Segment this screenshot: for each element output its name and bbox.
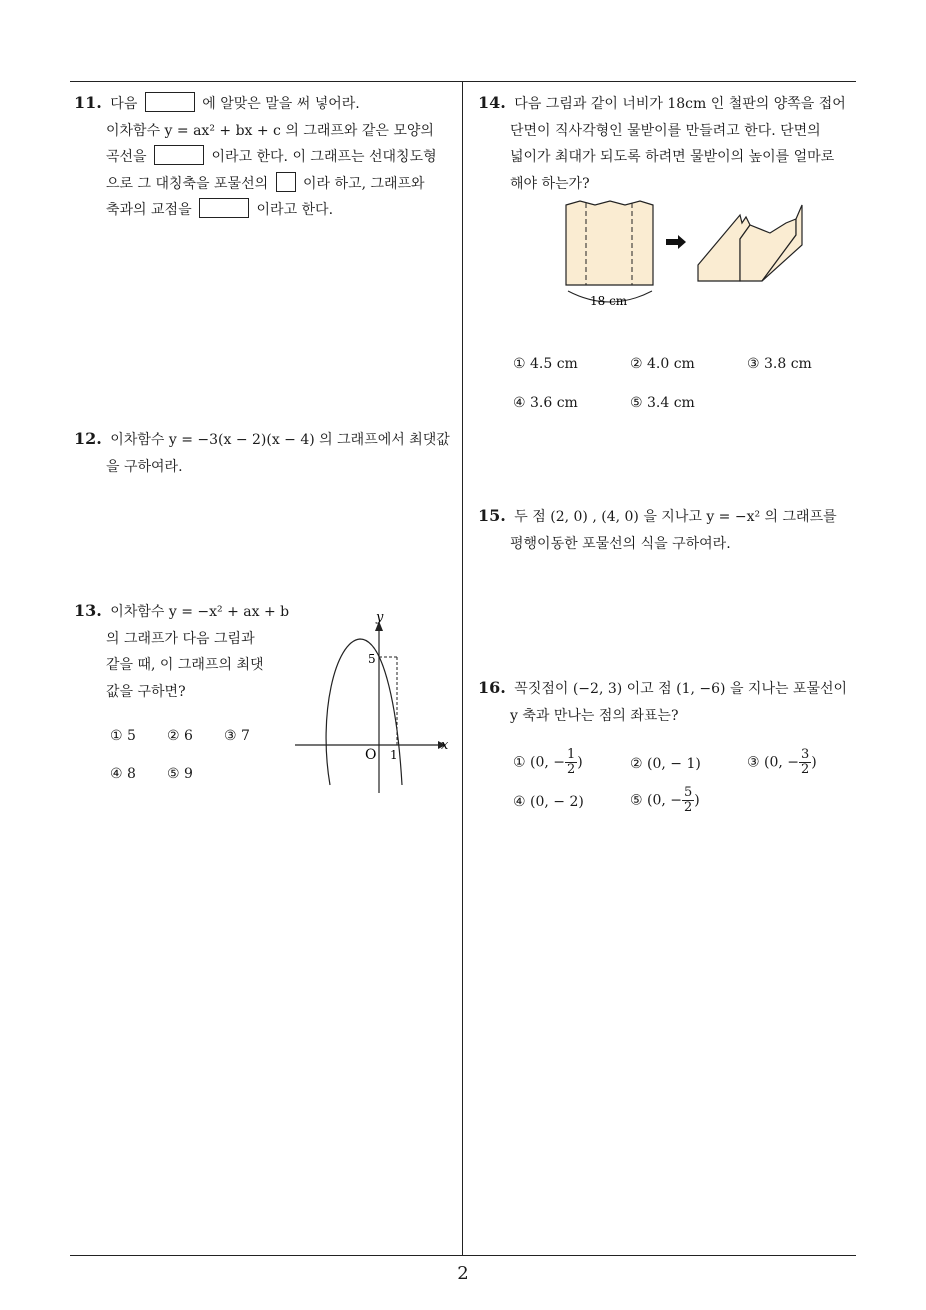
numerator: 3	[801, 747, 810, 762]
choice-2[interactable]: ② 4.0 cm	[630, 356, 695, 372]
q13-text: 값을 구하면?	[106, 683, 186, 700]
y-tick-label: 5	[368, 652, 376, 666]
q11-text: 이차함수 y = ax² + bx + c 의 그래프와 같은 모양의	[106, 122, 434, 139]
q15-text: 두 점 (2, 0) , (4, 0) 을 지나고 y = −x² 의 그래프를	[514, 509, 837, 525]
question-15	[478, 503, 868, 557]
choice-mark: ①	[513, 754, 526, 771]
choice-text: (0, − 1)	[647, 756, 701, 772]
q14-gutter-figure	[560, 195, 810, 315]
q16-text: 꼭짓점이 (−2, 3) 이고 점 (1, −6) 을 지나는 포물선이	[514, 681, 848, 697]
choice-1[interactable]	[513, 748, 583, 777]
denominator: 2	[801, 762, 810, 777]
choice-text: (0, −	[530, 754, 566, 771]
q11-text: 으로 그 대칭축을 포물선의	[106, 175, 269, 192]
choice-2[interactable]	[630, 756, 701, 772]
question-number: 13.	[74, 601, 102, 620]
choice-5[interactable]: ⑤ 3.4 cm	[630, 395, 695, 411]
choice-5[interactable]	[630, 786, 700, 815]
q13-text: 이차함수 y = −x² + ax + b	[110, 604, 290, 620]
q14-text: 해야 하는가?	[510, 175, 590, 192]
choice-2[interactable]: ② 6	[167, 728, 193, 744]
fraction	[799, 748, 811, 777]
arrow-right-icon	[666, 235, 686, 249]
q11-text: 곡선을	[106, 149, 147, 165]
choice-text: (0, −	[647, 792, 683, 809]
answer-blank[interactable]	[199, 198, 249, 218]
choice-4[interactable]: ④ 3.6 cm	[513, 395, 578, 411]
q13-text: 의 그래프가 다음 그림과	[106, 630, 255, 647]
choice-4[interactable]: ④ 8	[110, 766, 136, 782]
choice-1[interactable]: ① 4.5 cm	[513, 356, 578, 372]
q12-text: 을 구하여라.	[106, 458, 183, 475]
choice-3[interactable]	[747, 748, 817, 777]
q15-text: 평행이동한 포물선의 식을 구하여라.	[510, 535, 731, 552]
parabola-curve	[326, 639, 402, 785]
choice-mark: ②	[630, 756, 643, 772]
width-label: 18 cm	[590, 294, 628, 308]
numerator: 5	[684, 785, 693, 800]
origin-label: O	[365, 747, 377, 763]
denominator: 2	[567, 762, 576, 777]
question-12	[74, 426, 460, 480]
flat-sheet	[566, 201, 653, 285]
choice-mark: ⑤	[630, 792, 643, 809]
column-divider	[462, 82, 463, 1256]
q11-text: 에 알맞은 말을 써 넣어라.	[202, 96, 360, 112]
page-number: 2	[457, 1263, 469, 1284]
q14-text: 넓이가 최대가 되도록 하려면 물받이의 높이를 얼마로	[510, 149, 835, 165]
question-14	[478, 90, 868, 197]
choice-text: (0, − 2)	[530, 794, 584, 810]
choice-text: )	[577, 754, 583, 771]
choice-1[interactable]: ① 5	[110, 728, 136, 744]
q11-text: 다음	[110, 96, 138, 112]
choice-text: )	[811, 754, 817, 771]
denominator: 2	[684, 800, 693, 815]
question-number: 14.	[478, 93, 506, 112]
choice-text: )	[694, 792, 700, 809]
q11-text: 이라고 한다.	[256, 202, 334, 218]
question-number: 16.	[478, 678, 506, 697]
q13-parabola-graph	[290, 605, 455, 800]
y-axis-label: y	[376, 610, 384, 625]
top-rule	[70, 81, 856, 82]
answer-blank[interactable]	[145, 92, 195, 112]
q11-text: 이라고 한다. 이 그래프는 선대칭도형	[211, 149, 437, 165]
q14-text: 단면이 직사각형인 물받이를 만들려고 한다. 단면의	[510, 122, 821, 139]
question-16	[478, 675, 868, 729]
choice-5[interactable]: ⑤ 9	[167, 766, 193, 782]
x-tick-label: 1	[390, 748, 398, 762]
q13-text: 같을 때, 이 그래프의 최댓	[106, 657, 264, 673]
x-axis-label: x	[441, 738, 449, 753]
answer-blank[interactable]	[276, 172, 296, 192]
fraction	[682, 786, 694, 815]
choice-3[interactable]: ③ 7	[224, 728, 250, 744]
q11-text: 축과의 교점을	[106, 202, 192, 218]
q14-text: 다음 그림과 같이 너비가 18cm 인 철판의 양쪽을 접어	[514, 96, 846, 112]
fraction	[565, 748, 577, 777]
q12-text: 이차함수 y = −3(x − 2)(x − 4) 의 그래프에서 최댓값	[110, 432, 450, 448]
question-number: 12.	[74, 429, 102, 448]
choice-mark: ③	[747, 754, 760, 771]
numerator: 1	[567, 747, 576, 762]
q11-text: 이라 하고, 그래프와	[303, 175, 425, 192]
q16-text: y 축과 만나는 점의 좌표는?	[510, 707, 679, 724]
choice-3[interactable]: ③ 3.8 cm	[747, 356, 812, 372]
question-number: 15.	[478, 506, 506, 525]
question-number: 11.	[74, 93, 102, 112]
choice-4[interactable]	[513, 794, 584, 810]
bottom-rule	[70, 1255, 856, 1256]
question-13	[74, 598, 294, 705]
choice-mark: ④	[513, 794, 526, 810]
question-11	[74, 90, 460, 224]
choice-text: (0, −	[764, 754, 800, 771]
answer-blank[interactable]	[154, 145, 204, 165]
